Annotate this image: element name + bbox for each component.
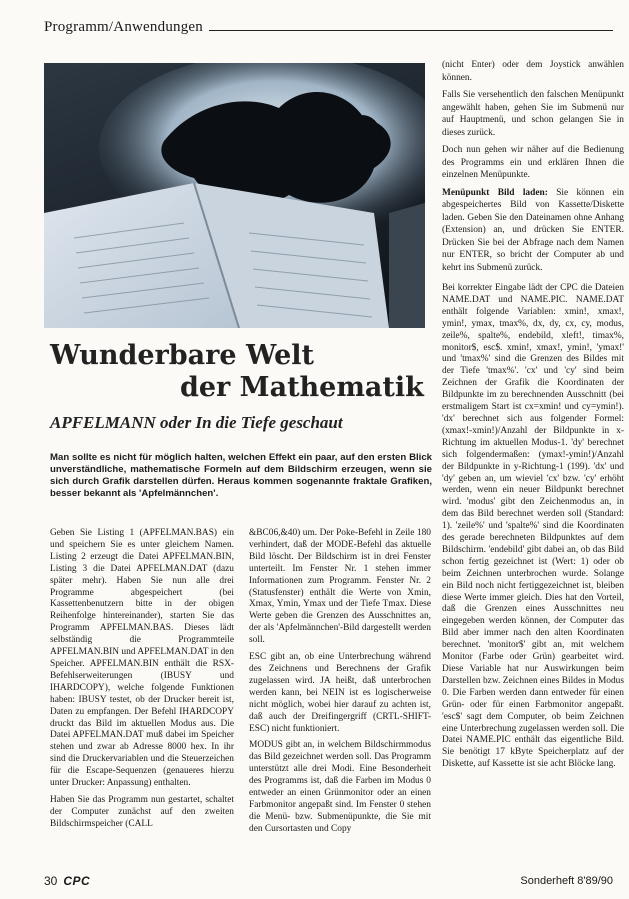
- body-column-2: [249, 528, 431, 841]
- article-subtitle: APFELMANN oder In die Tiefe geschaut: [50, 413, 343, 432]
- mandelbrot-book-photo: [44, 63, 425, 328]
- paragraph: (nicht Enter) oder dem Joystick anwählen können.: [442, 60, 624, 83]
- right-column-top: [442, 59, 624, 279]
- body-column-3: [442, 283, 624, 776]
- page-header: [44, 14, 613, 36]
- page-number: 30: [44, 874, 58, 888]
- paragraph-menu-load: [442, 187, 624, 275]
- article-photo: [44, 63, 425, 328]
- paragraph: Geben Sie Listing 1 (APFELMAN.BAS) ein und speichern Sie es unter gleichem Namen. Listing 2 erzeugt die Datei APFELMAN.BIN, Listing 3 die Datei APFELMAN.DAT (dazu später mehr). Haben Sie nun alle drei Programme abgespeichert (bei Kassettenbenutzern bitte in der obigen Reihenfolge hintereinander), starten Sie das Programm APFELMAN.BAS. Dieses lädt selbständig die Programmteile APFELMAN.BIN und APFELMAN.DAT in den Speicher. APFELMAN.BIN enthält die RSX-Befehlserweiterungen (IBUSY und IHARDCOPY), welche folgende Funktionen haben: IBUSY testet, ob der Drucker bereit ist, Daten zu empfangen. Der Befehl IHARDCOPY druckt das Bild im aktuellen Modus aus. Die Datei APFELMAN.DAT muß dabei im Speicher stehen und zwar ab Adresse 8000 hex. In ihr sind die Druckervariablen und die Steuerzeichen für die Escape-Sequenzen (genaueres hierzu unter Drucker: Anpassung) enthalten.: [50, 528, 234, 789]
- paragraph: MODUS gibt an, in welchem Bildschirmmodus das Bild gezeichnet werden soll. Das Programm unterstützt alle drei Modi. Eine Besonderheit des Programms ist, daß die Farben im Modus 0 entweder an einen Grünmonitor oder an einen Farbmonitor angepaßt sind. Im Fenster 0 stehen die Menü- bzw. Submenüpunkte, die Sie mit den Cursortasten und Copy: [249, 740, 431, 834]
- footer-left: [44, 874, 90, 888]
- paragraph: Doch nun gehen wir näher auf die Bedienung des Programms ein und erklären Ihnen die einzelnen Menüpunkte.: [442, 145, 624, 180]
- section-title: Programm/Anwendungen: [44, 19, 203, 35]
- issue-label: Sonderheft 8'89/90: [520, 875, 613, 887]
- menu-text: Sie können ein abgespeichertes Bild von Kassette/Diskette laden. Geben Sie den Dateinamen ohne Anhang (Extension) an, und drücken Sie ENTER. Drücken Sie bei der Abfrage nach dem Namen nur ENTER, so bricht der Computer ab und kehrt ins Submenü zurück.: [442, 187, 624, 273]
- paragraph: Bei korrekter Eingabe lädt der CPC die Dateien NAME.DAT und NAME.PIC. NAME.DAT enthält folgende Variablen: xmin!, xmax!, ymin!, ymax, tmax%, dx, dy, cx, cy, modus, zeile%, spalte%, endebild, xleft!, timax%, monitor$, esc$. xmin!, xmax!, ymin!, 'ymax!' und 'tmax%' sind die Grenzen des Bildes mit der Tiefe 'tmax%'. 'cx' und 'cy' sind beim Zeichnen der Grafik die Koordinaten der Bildpunkte im zu berechnenden Ausschnitt (bei erstmaligem Start ist cx=xmin! und cy=ymin!). 'dx' berechnet sich aus folgender Formel: (xmax!-xmin!)/Anzahl der Bildpunkte in x-Richtung im aktuellen Modus-1. 'dy' berechnet sich folgendermaßen: (ymax!-ymin!)/Anzahl der Bildpunkte in y-Richtung-1 (199). 'dx' und 'dy' geben an, um wieviel 'cx' bzw. 'cy' erhöht werden, wenn ein neuer Bildpunkt berechnet wird. 'modus' gibt den Zeichenmodus an, in dem das Bild berechnet werden soll (Standard: 1). 'zeile%' und 'spalte%' sind die Koordinaten des gerade berechneten Bildpunktes auf dem Bildschirm. 'endebild' gibt dabei an, ob das Bild schon fertig gezeichnet ist (Wert: 1) oder ob beim Zeichnen unterbrochen wurde. Solange ein Bild noch nicht fertiggezeichnet ist, bleiben diese Werte immer gleich. Dies hat den Vorteil, daß die Grenzen eines Ausschnittes neu eingegeben werden können, der Computer das Bild aber immer nach den alten Koordinaten berechnet. 'monitor$' gibt an, mit welchem Monitor (Farbe oder Grün) gearbeitet wird. Diese Variable hat nur Auswirkungen beim Darstellen bzw. Zeichnen eines Bildes in Modus 0. Die Farben werden dann entweder für einen Grün- oder für einen Farbmonitor angepaßt. 'esc$' sagt dem Computer, ob beim Zeichnen eine Unterbrechung zugelassen werden soll. Die Datei NAME.PIC enthält das eigentliche Bild. Sie benötigt 17 kByte Speicherplatz auf der Diskette, auf Kassette ist sie acht Blöcke lang.: [442, 283, 624, 770]
- body-column-1: [50, 528, 234, 836]
- paragraph: Falls Sie versehentlich den falschen Menüpunkt angewählt haben, gehen Sie im Submenü nur auf Hauptmenü, und schon gelangen Sie in dieses zurück.: [442, 90, 624, 138]
- title-line-2: der Mathematik: [180, 372, 424, 403]
- title-line-1: Wunderbare Welt: [50, 340, 314, 371]
- paragraph: ESC gibt an, ob eine Unterbrechung während des Zeichnens und Berechnens der Grafik zugelassen wird. JA heißt, daß unterbrochen werden kann, bei NEIN ist es logischerweise nicht möglich, wobei hier darauf zu achten ist, daß auch der Dreifingergriff (CRTL-SHIFT-ESC) nicht funktioniert.: [249, 652, 431, 734]
- article-lead: Man sollte es nicht für möglich halten, welchen Effekt ein paar, auf den ersten Blick unverständliche, mathematische Formeln auf dem Bildschirm erzeugen, wenn sie sich durch Grafik darstellen dürfen. Heraus kommen sogenannte fraktale Grafiken, besser bekannt als 'Apfelmännchen'.: [50, 452, 432, 499]
- header-rule: [209, 30, 613, 31]
- magazine-logo: CPC: [63, 874, 91, 888]
- menu-heading: Menüpunkt Bild laden:: [442, 187, 548, 198]
- paragraph: &BC06,&40) um. Der Poke-Befehl in Zeile 180 verhindert, daß der MODE-Befehl das aktuelle Bild löscht. Der Bildschirm ist in drei Fenster unterteilt. Im Fenster Nr. 1 stehen immer Informationen zum Programm. Fenster Nr. 2 (Statusfenster) enthält die Werte von Xmin, Xmax, Ymin, Ymax und der Tiefe Tmax. Diese Werte geben die Grenzen des Ausschnittes an, der als 'Apfelmännchen'-Bild dargestellt werden soll.: [249, 528, 431, 646]
- paragraph: Haben Sie das Programm nun gestartet, schaltet der Computer zunächst auf den zweiten Bildschirmspeicher (CALL: [50, 794, 234, 829]
- article-title: [50, 340, 440, 404]
- page-footer: [44, 872, 613, 890]
